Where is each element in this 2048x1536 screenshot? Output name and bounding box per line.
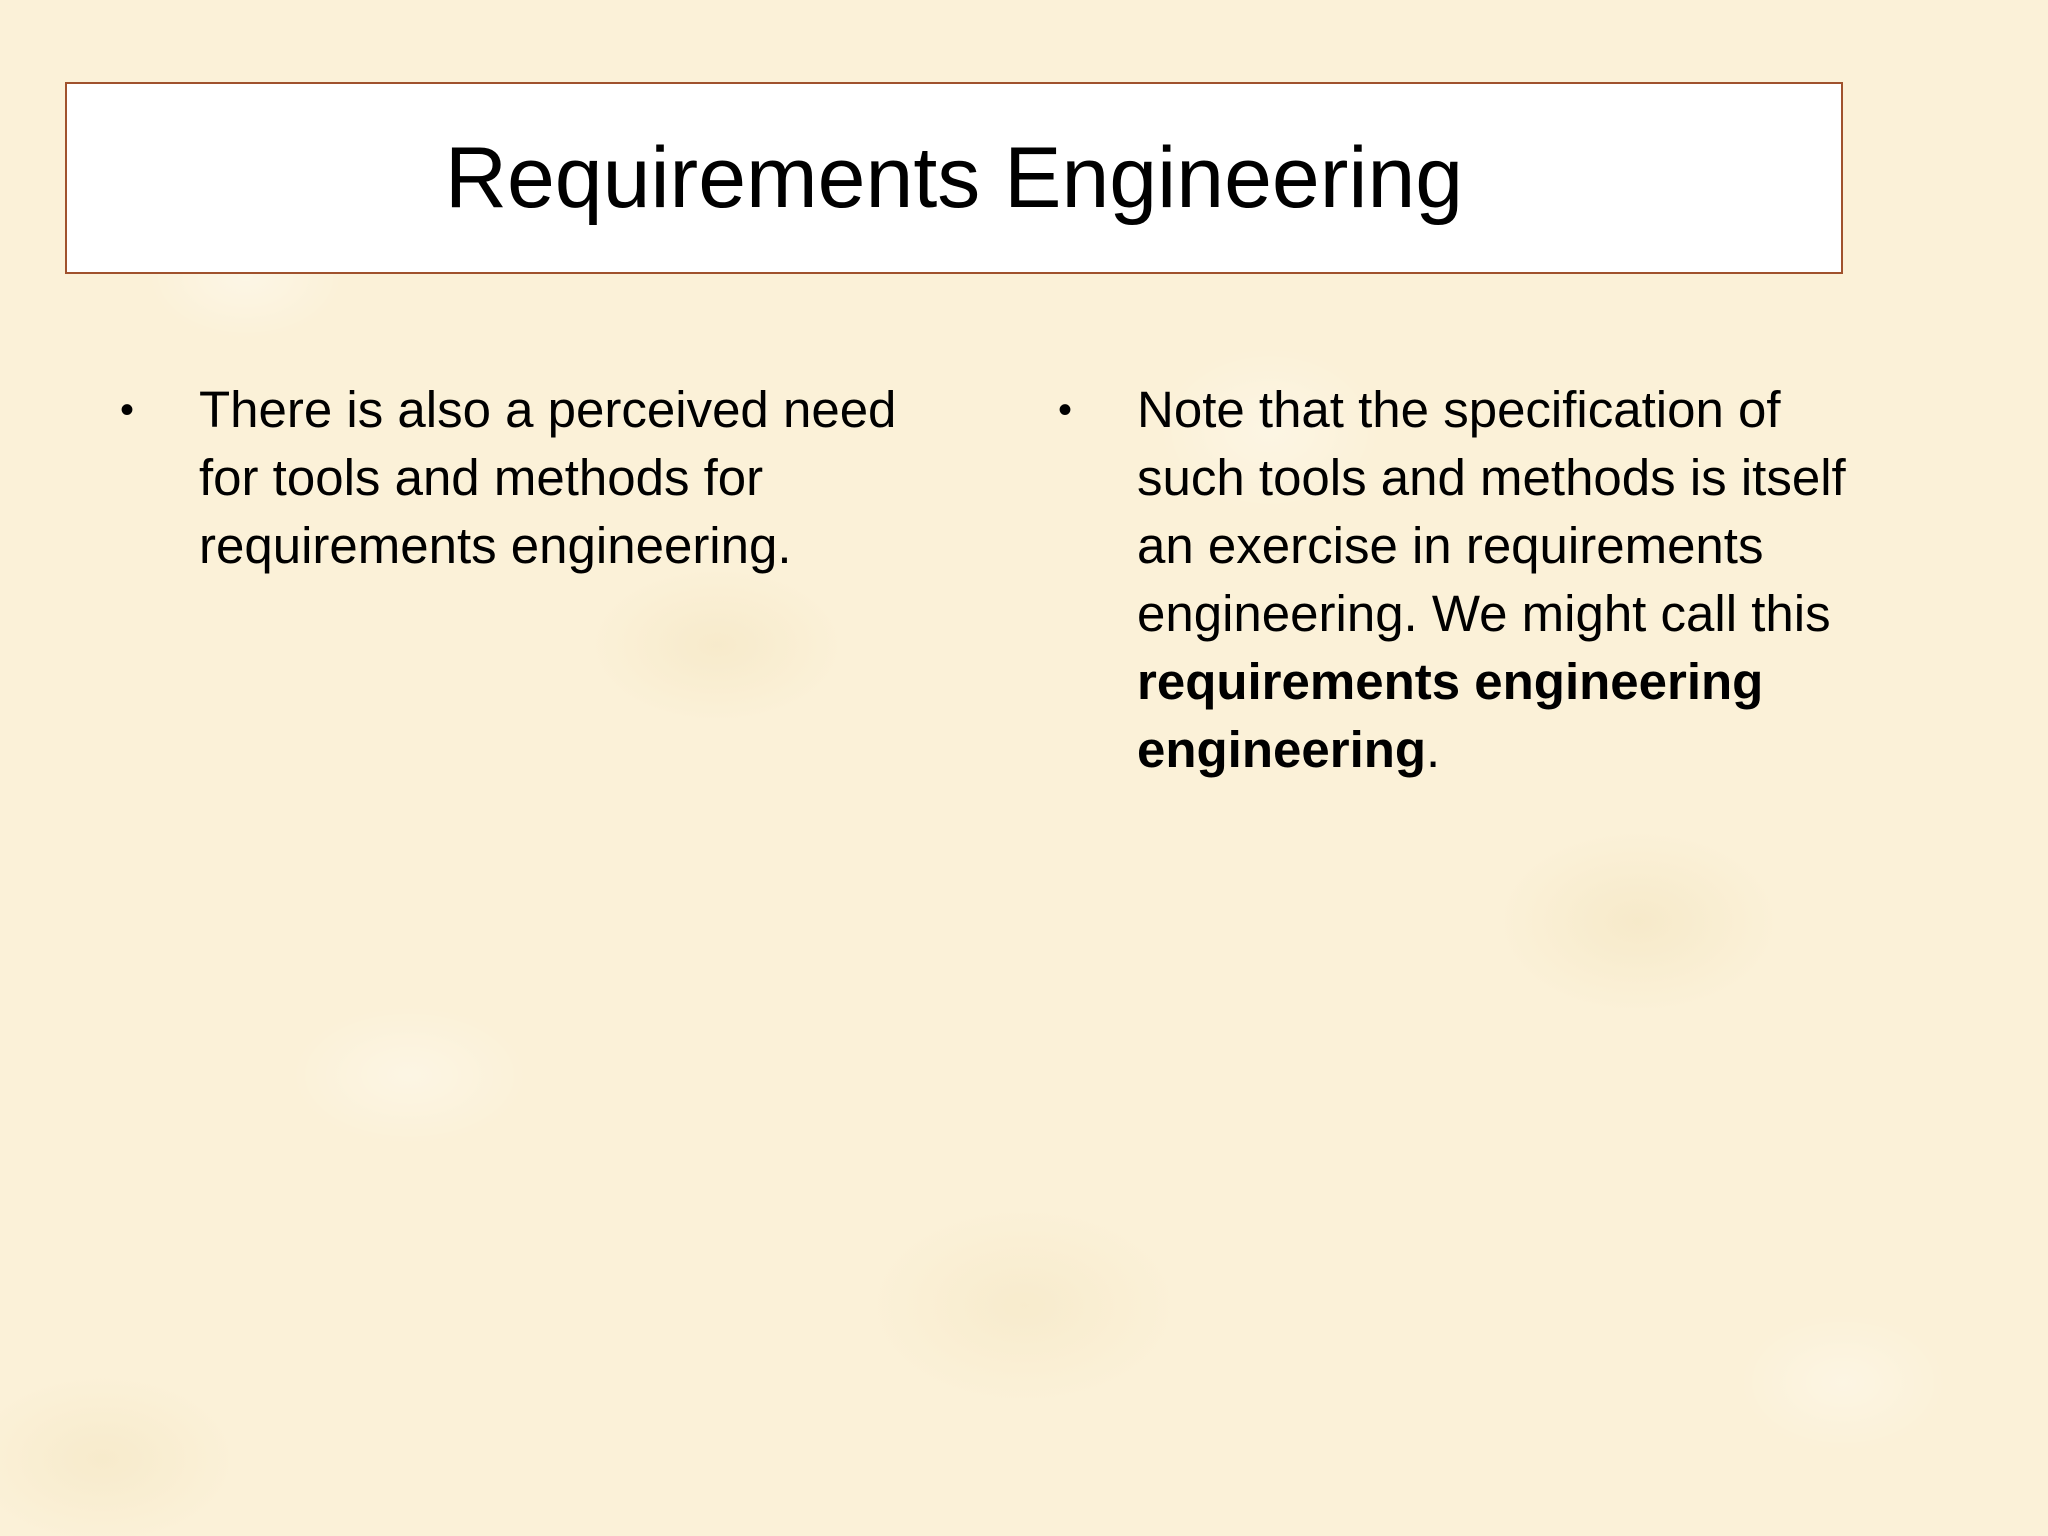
trailing-period: .: [1426, 721, 1441, 778]
bullet-line: for tools and methods for: [199, 449, 764, 506]
bullet-line: Note that the specification of: [1137, 381, 1781, 438]
bullet-icon: •: [120, 388, 135, 432]
bullet-text: [1137, 376, 1908, 784]
bullet-icon: •: [1058, 388, 1073, 432]
bold-term: engineering: [1137, 721, 1427, 778]
bold-term: requirements engineering: [1137, 653, 1764, 710]
bullet-line: engineering. We might call this: [1137, 585, 1831, 642]
bullet-line: requirements engineering.: [199, 517, 792, 574]
bullet-line: an exercise in requirements: [1137, 517, 1764, 574]
bullet-item: [120, 376, 940, 580]
title-box: [65, 82, 1843, 274]
bullet-line: There is also a perceived need: [199, 381, 897, 438]
slide-title: Requirements Engineering: [444, 130, 1464, 226]
bullet-line: such tools and methods is itself: [1137, 449, 1846, 506]
bullet-item: [1058, 376, 1908, 784]
bullet-text: [199, 376, 940, 580]
left-column: [120, 376, 940, 580]
right-column: [1058, 376, 1908, 784]
